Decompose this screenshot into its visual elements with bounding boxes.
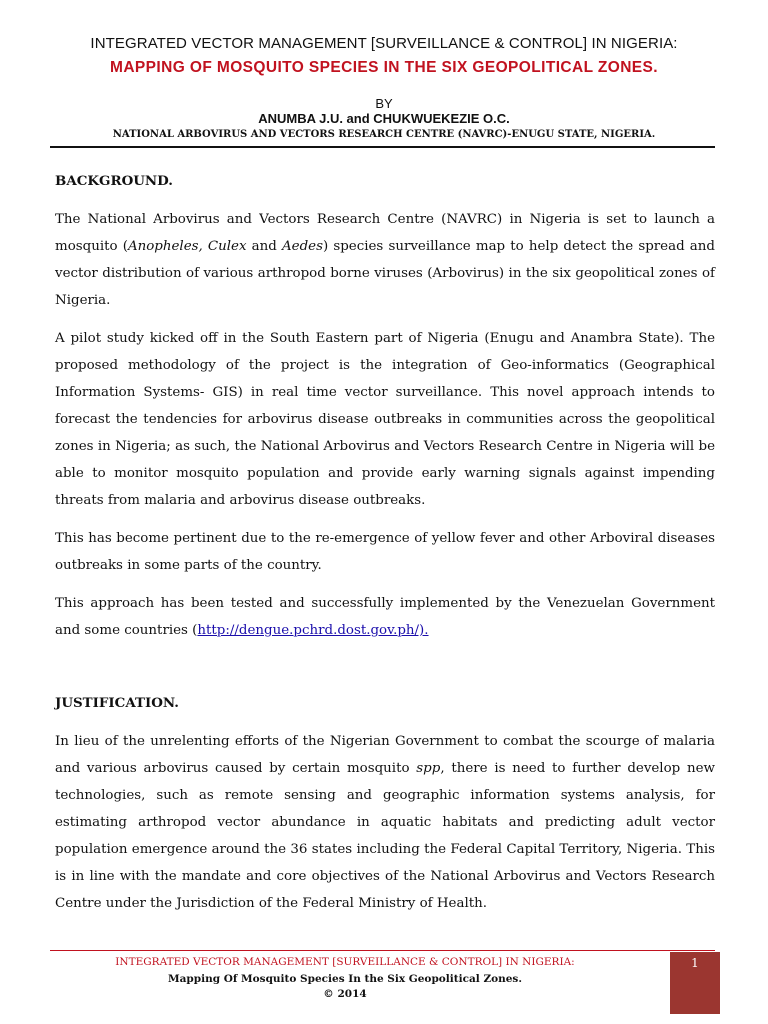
background-paragraph-2: A pilot study kicked off in the South Eastern part of Nigeria (Enugu and Anambra State). The proposed methodology of the project is the integration of Geo-informatics (Geographical Information Systems- GIS) in real time vector surveillance. This novel approach intends to forecast the tendencies for arbovirus disease outbreaks in communities across the geopolitical zones in Nigeria; as such, the National Arbovirus and Vectors Research Centre in Nigeria will be able to monitor mosquito population and provide early warning signals against impending threats from malaria and arbovirus disease outbreaks. (55, 331, 715, 508)
document-body (55, 168, 715, 917)
page-number-box (670, 952, 720, 1014)
species-aedes: Aedes (282, 239, 323, 254)
spp-term: spp (416, 761, 441, 776)
background-heading: BACKGROUND. (55, 173, 173, 189)
justification-heading: JUSTIFICATION. (55, 695, 179, 711)
authors: ANUMBA J.U. and CHUKWUEKEZIE O.C. (258, 111, 510, 126)
footer-divider (50, 950, 715, 951)
background-paragraph-1: The National Arbovirus and Vectors Research Centre (NAVRC) in Nigeria is set to launch a mosquito (Anopheles, Culex and Aedes) species surveillance map to help detect the spread and vector distribution of various arthropod borne viruses (Arbovirus) in the six geopolitical zones of Nigeria. (55, 212, 715, 308)
dengue-link[interactable]: http://dengue.pchrd.dost.gov.ph/). (197, 623, 429, 638)
header-divider (50, 146, 715, 148)
institution: NATIONAL ARBOVIRUS AND VECTORS RESEARCH CENTRE (NAVRC)-ENUGU STATE, NIGERIA. (112, 129, 656, 140)
species-anopheles-culex: Anopheles, Culex (127, 239, 247, 254)
by-label: BY (375, 96, 393, 111)
footer-copyright: © 2014 (323, 988, 367, 1000)
footer-subtitle: Mapping Of Mosquito Species In the Six Geopolitical Zones. (167, 973, 522, 985)
justification-paragraph-1: In lieu of the unrelenting efforts of the Nigerian Government to combat the scourge of malaria and various arbovirus caused by certain mosquito spp, there is need to further develop new technologies, such as remote sensing and geographic information systems analysis, for estimating arthropod vector abundance in aquatic habitats and predicting adult vector population emergence around the 36 states including the Federal Capital Territory, Nigeria. This is in line with the mandate and core objectives of the National Arbovirus and Vectors Research Centre under the Jurisdiction of the Federal Ministry of Health. (55, 734, 715, 911)
document-title-line1: INTEGRATED VECTOR MANAGEMENT [SURVEILLANCE & CONTROL] IN NIGERIA: (90, 35, 678, 52)
footer-title: INTEGRATED VECTOR MANAGEMENT [SURVEILLANCE & CONTROL] IN NIGERIA: (115, 956, 575, 968)
page-number: 1 (691, 956, 699, 970)
background-paragraph-3: This has become pertinent due to the re-emergence of yellow fever and other Arboviral diseases outbreaks in some parts of the country. (55, 531, 715, 573)
document-title-line2: MAPPING OF MOSQUITO SPECIES IN THE SIX GEOPOLITICAL ZONES. (110, 59, 658, 76)
background-paragraph-4: This approach has been tested and successfully implemented by the Venezuelan Government and some countries (http://dengue.pchrd.dost.gov.ph/). (55, 596, 715, 638)
